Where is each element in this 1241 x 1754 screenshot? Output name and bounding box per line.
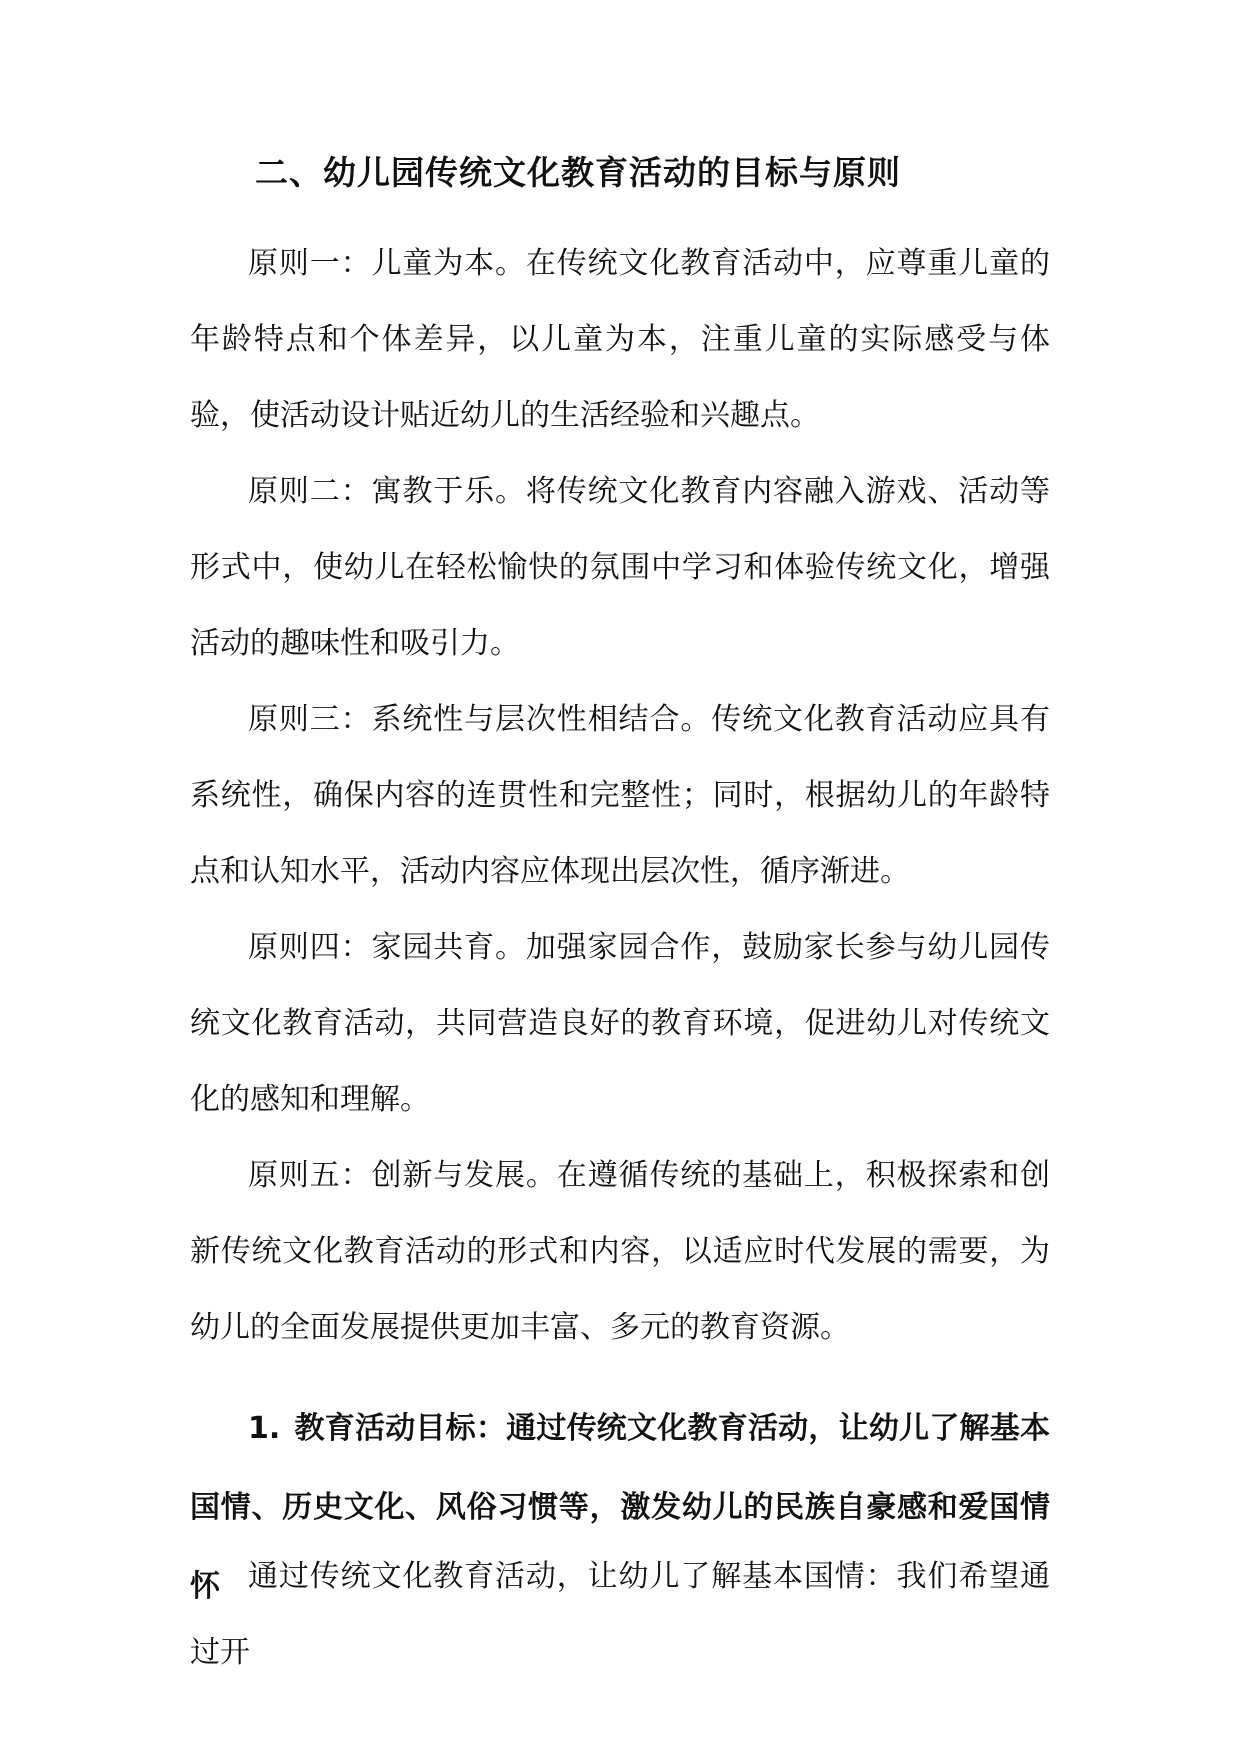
- principle-paragraph-5: 原则五：创新与发展。在遵循传统的基础上，积极探索和创新传统文化教育活动的形式和内容，以适应时代发展的需要，为幼儿的全面发展提供更加丰富、多元的教育资源。: [190, 1158, 1050, 1345]
- closing-paragraph: 通过传统文化教育活动，让幼儿了解基本国情：我们希望通过开: [190, 1559, 1050, 1670]
- principle-paragraph-2: 原则二：寓教于乐。将传统文化教育内容融入游戏、活动等形式中，使幼儿在轻松愉快的氛围中学习和体验传统文化，增强活动的趣味性和吸引力。: [190, 474, 1050, 661]
- principle-paragraph-4: 原则四：家园共育。加强家园合作，鼓励家长参与幼儿园传统文化教育活动，共同营造良好的教育环境，促进幼儿对传统文化的感知和理解。: [190, 930, 1050, 1117]
- principle-paragraph-1: 原则一：儿童为本。在传统文化教育活动中，应尊重儿童的年龄特点和个体差异，以儿童为本，注重儿童的实际感受与体验，使活动设计贴近幼儿的生活经验和兴趣点。: [190, 246, 1050, 433]
- principle-paragraph-3: 原则三：系统性与层次性相结合。传统文化教育活动应具有系统性，确保内容的连贯性和完整性；同时，根据幼儿的年龄特点和认知水平，活动内容应体现出层次性，循序渐进。: [190, 702, 1050, 889]
- goal-number: 1.: [248, 1411, 281, 1446]
- section-heading: 二、幼儿园传统文化教育活动的目标与原则: [255, 153, 901, 192]
- goal-text: 教育活动目标：通过传统文化教育活动，让幼儿了解基本国情、历史文化、风俗习惯等，激发幼儿的民族自豪感和爱国情怀: [190, 1411, 1050, 1604]
